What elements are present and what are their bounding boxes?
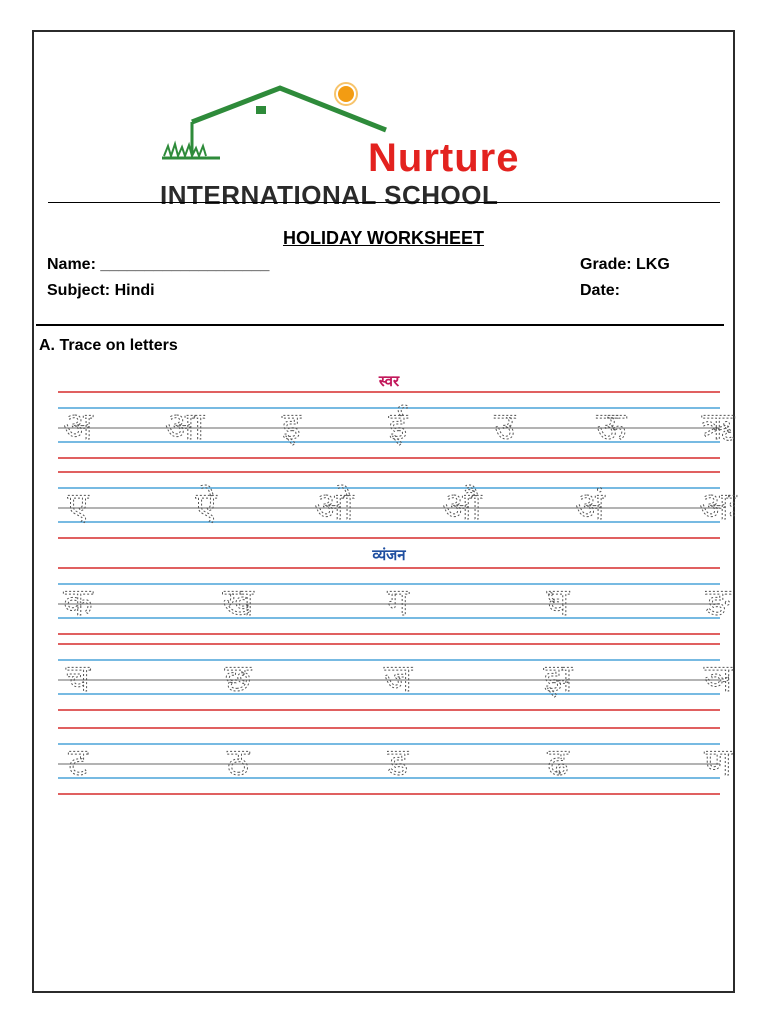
worksheet-title: HOLIDAY WORKSHEET [282, 228, 485, 248]
trace-letter: क [63, 580, 93, 624]
trace-letter: झ [543, 656, 573, 700]
tracing-chart [54, 354, 737, 804]
trace-letter: ग [387, 580, 409, 624]
trace-letter: अः [699, 484, 737, 528]
worksheet-page [32, 30, 735, 993]
name-field: Name: ___________________ [47, 256, 270, 273]
school-name: Nurture [368, 136, 520, 180]
trace-letter: ए [67, 484, 89, 528]
trace-letter: आ [165, 404, 205, 448]
trace-letter: ट [68, 740, 88, 784]
divider-thick [36, 324, 724, 326]
date-field: Date: [580, 282, 621, 299]
trace-letter: अ [63, 404, 93, 448]
trace-letter: च [65, 656, 91, 700]
trace-letter: छ [224, 656, 252, 700]
section-a-heading: A. Trace on letters [39, 337, 178, 354]
trace-letter: ऋ [701, 404, 735, 448]
trace-letter: ऐ [195, 484, 217, 528]
trace-letter: ख [222, 580, 254, 624]
trace-letter: ऊ [596, 404, 627, 448]
trace-letter: ज [383, 656, 413, 700]
trace-letter: घ [546, 580, 570, 624]
swar-heading: स्वर [378, 372, 400, 390]
vyanjan-heading: व्यंजन [372, 546, 406, 564]
trace-letter: ओ [314, 484, 354, 528]
trace-letter: ड [387, 740, 409, 784]
school-logo [160, 82, 620, 210]
trace-letter: अं [575, 484, 605, 528]
divider [48, 202, 720, 203]
tracing-rows [58, 372, 738, 794]
trace-letter: उ [494, 404, 516, 448]
school-subtitle: INTERNATIONAL SCHOOL [160, 180, 499, 210]
subject-field: Subject: Hindi [47, 282, 155, 299]
trace-letter: इ [281, 404, 301, 448]
trace-letter: ङ [705, 580, 731, 624]
trace-letter: औ [442, 484, 482, 528]
trace-letter: ठ [226, 740, 250, 784]
trace-letter: ई [388, 404, 408, 448]
grade-field: Grade: LKG [580, 256, 670, 273]
trace-letter: ण [704, 740, 732, 784]
trace-letter: ञ [703, 656, 733, 700]
trace-letter: ढ [547, 740, 569, 784]
